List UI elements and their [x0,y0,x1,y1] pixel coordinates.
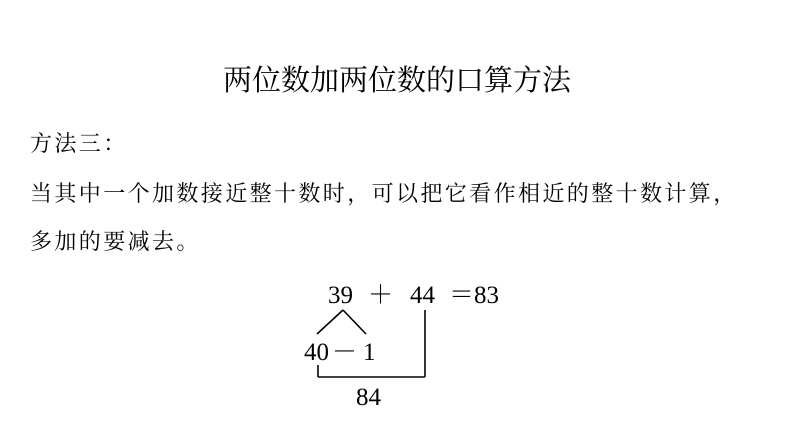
minus-sign: － [332,339,358,366]
result: ＝83 [449,282,500,309]
intermediate-sum: 84 [356,384,381,411]
split-branch-right [343,310,366,334]
split-ones: 1 [363,339,376,366]
split-branch-left [317,310,343,334]
addend-2: 44 [410,282,435,309]
page-title: 两位数加两位数的口算方法 [222,63,571,97]
method-heading: 方法三： [30,132,128,157]
method-description-line-2: 多加的要减去。 [30,230,201,255]
plus-sign: ＋ [368,282,394,309]
method-description-line-1: 当其中一个加数接近整十数时，可以把它看作相近的整十数计算， [30,182,738,207]
split-tens: 40 [304,339,329,366]
addend-1: 39 [328,282,353,309]
